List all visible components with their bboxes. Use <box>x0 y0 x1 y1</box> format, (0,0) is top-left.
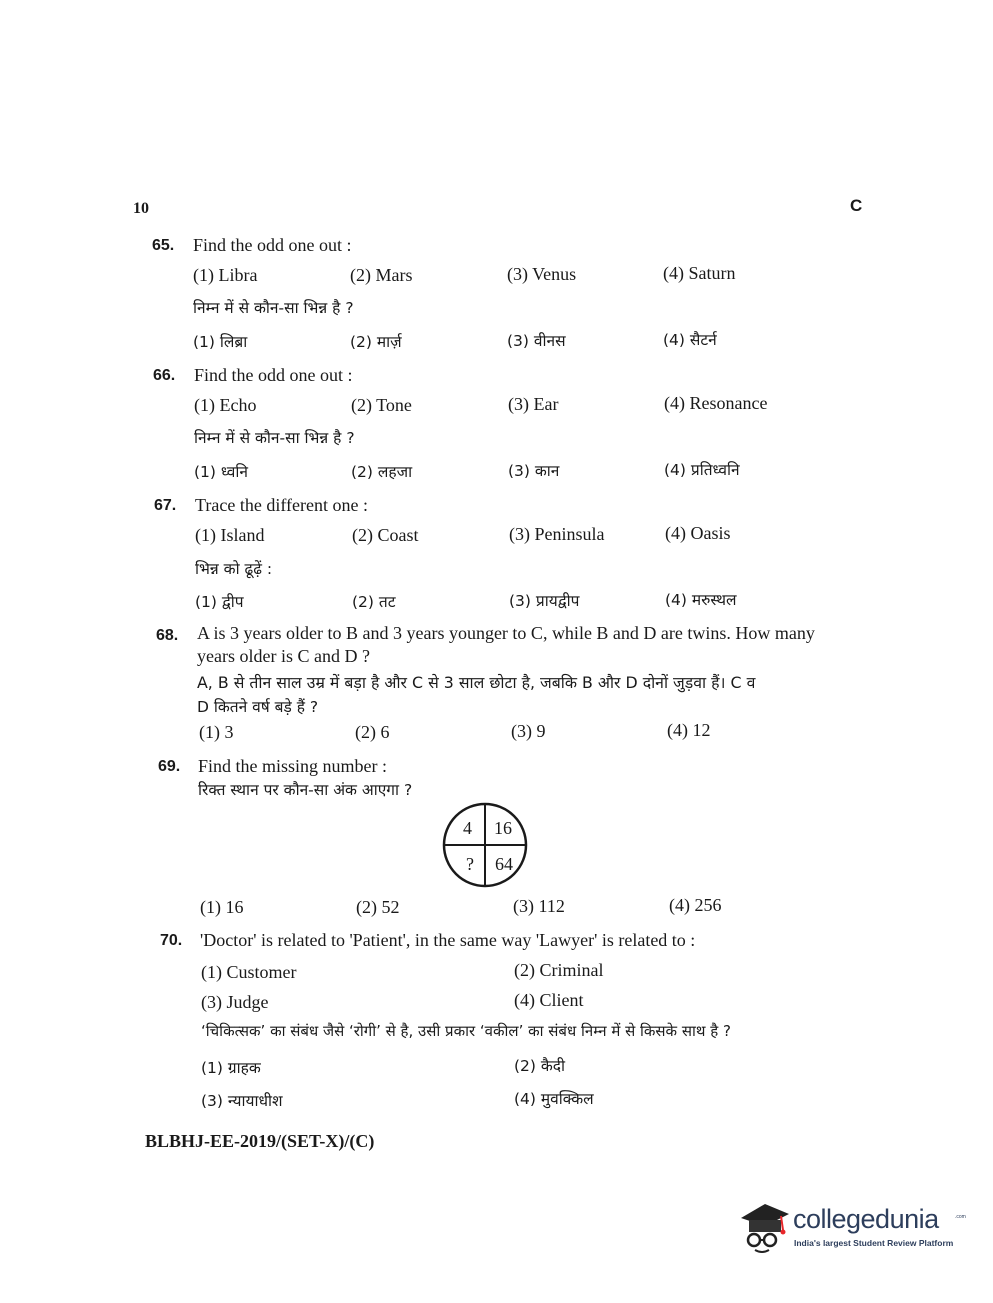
option-en: (1) Customer <box>201 962 297 982</box>
question-text-hi: रिक्त स्थान पर कौन-सा अंक आएगा ? <box>198 781 413 799</box>
option: (2) 6 <box>355 722 390 742</box>
question-number: 66. <box>153 367 176 384</box>
question-text-en: A is 3 years older to B and 3 years younger to C, while B and D are twins. How many <box>197 623 815 643</box>
set-code: C <box>850 196 863 215</box>
option-en: (2) Mars <box>350 265 413 285</box>
question-text-en: Find the odd one out : <box>194 365 353 385</box>
option-en: (4) Saturn <box>663 263 736 283</box>
option-en: (1) Libra <box>193 265 258 285</box>
option-en: (1) Island <box>195 525 265 545</box>
figure-bottom-left: ? <box>466 854 474 874</box>
question-text-hi: ‘चिकित्सक’ का संबंध जैसे ‘रोगी’ से है, उसी प्रकार ‘वकील’ का संबंध निम्न में से किसके साथ है ? <box>201 1022 731 1040</box>
option: (3) 9 <box>511 721 546 741</box>
option: (4) 12 <box>667 720 711 740</box>
option-hi: (1) ग्राहक <box>201 1059 261 1077</box>
footer-code: BLBHJ-EE-2019/(SET-X)/(C) <box>145 1131 375 1151</box>
mascot-icon <box>735 1196 795 1256</box>
option: (2) 52 <box>356 897 400 917</box>
option-hi: (1) लिब्रा <box>193 333 248 351</box>
question-text-hi: निम्न में से कौन-सा भिन्न है ? <box>194 429 355 447</box>
option-hi: (3) कान <box>508 462 560 480</box>
collegedunia-logo <box>735 1196 965 1256</box>
question-text-en: Find the missing number : <box>198 756 387 776</box>
option-hi: (3) प्रायद्वीप <box>509 592 580 610</box>
option-hi: (4) प्रतिध्वनि <box>664 461 740 479</box>
brand-domain: .com <box>955 1214 966 1220</box>
option-en: (3) Peninsula <box>509 524 605 544</box>
question-number: 65. <box>152 237 175 254</box>
question-text-hi: A, B से तीन साल उम्र में बड़ा है और C से 3 साल छोटा है, जबकि B और D दोनों जुड़वा हैं। C व <box>197 673 756 692</box>
figure-top-left: 4 <box>463 818 472 838</box>
option-hi: (2) मार्ज़ <box>350 333 402 351</box>
option-en: (2) Criminal <box>514 960 604 980</box>
option-hi: (3) न्यायाधीश <box>201 1092 283 1110</box>
option-en: (4) Client <box>514 990 584 1010</box>
question-number: 67. <box>154 497 177 514</box>
option-en: (3) Venus <box>507 264 577 284</box>
option-hi: (2) तट <box>352 593 396 611</box>
option-en: (2) Coast <box>352 525 419 545</box>
circle-figure-drawing <box>442 802 528 888</box>
option: (4) 256 <box>669 895 722 915</box>
option-hi: (4) सैटर्न <box>663 331 717 349</box>
option: (1) 16 <box>200 897 244 917</box>
question-number: 68. <box>156 627 179 644</box>
option-en: (3) Ear <box>508 394 559 414</box>
circle-figure <box>442 802 528 888</box>
question-text-hi: D कितने वर्ष बड़े हैं ? <box>197 698 319 716</box>
option: (3) 112 <box>513 896 565 916</box>
question-text-hi: भिन्न को ढूढ़ें : <box>195 560 273 578</box>
question-text-en: years older is C and D ? <box>197 646 370 666</box>
question-number: 70. <box>160 932 183 949</box>
figure-top-right: 16 <box>494 818 512 838</box>
question-number: 69. <box>158 758 181 775</box>
option-en: (4) Oasis <box>665 523 731 543</box>
option-en: (3) Judge <box>201 992 269 1012</box>
figure-bottom-right: 64 <box>495 854 513 874</box>
brand-name: collegedunia <box>793 1204 939 1234</box>
question-text-en: Trace the different one : <box>195 495 368 515</box>
option-hi: (1) द्वीप <box>195 593 244 611</box>
option-hi: (2) लहजा <box>351 463 413 481</box>
question-text-hi: निम्न में से कौन-सा भिन्न है ? <box>193 299 354 317</box>
question-text-en: Find the odd one out : <box>193 235 352 255</box>
option-en: (4) Resonance <box>664 393 768 413</box>
option-hi: (1) ध्वनि <box>194 463 248 481</box>
option: (1) 3 <box>199 722 234 742</box>
option-en: (2) Tone <box>351 395 412 415</box>
question-text-en: 'Doctor' is related to 'Patient', in the same way 'Lawyer' is related to : <box>200 930 696 950</box>
option-en: (1) Echo <box>194 395 257 415</box>
option-hi: (3) वीनस <box>507 332 566 350</box>
page-number: 10 <box>133 200 149 217</box>
option-hi: (4) मुवक्किल <box>514 1090 594 1108</box>
brand-tagline: India's largest Student Review Platform <box>794 1238 954 1248</box>
option-hi: (4) मरुस्थल <box>665 591 737 609</box>
option-hi: (2) कैदी <box>514 1057 566 1075</box>
